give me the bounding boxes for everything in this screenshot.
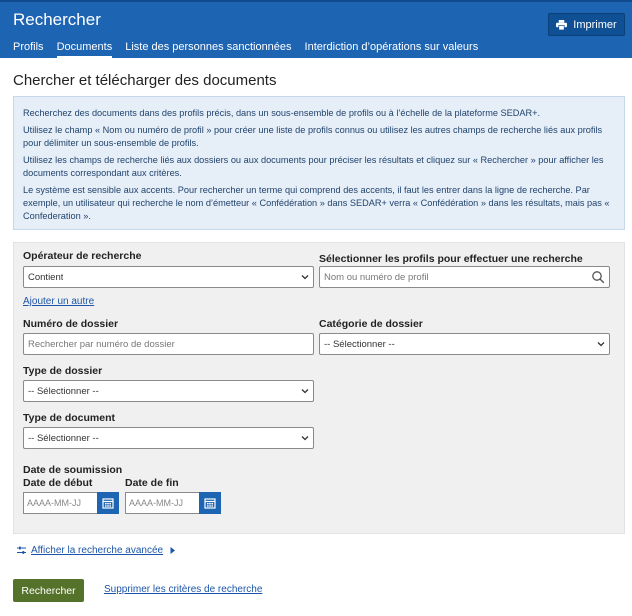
caret-right-icon <box>168 546 177 555</box>
tab-profils[interactable]: Profils <box>13 41 44 53</box>
clear-criteria-link[interactable]: Supprimer les critères de recherche <box>104 584 263 595</box>
dossier-number-placeholder: Rechercher par numéro de dossier <box>28 338 175 350</box>
document-type-label: Type de document <box>23 412 115 424</box>
end-date-calendar-button[interactable] <box>199 492 221 514</box>
dossier-type-label: Type de dossier <box>23 365 103 377</box>
profile-search-placeholder: Nom ou numéro de profil <box>324 271 429 283</box>
dossier-category-select[interactable] <box>319 333 610 355</box>
tab-documents[interactable]: Documents <box>57 41 113 59</box>
search-button[interactable]: Rechercher <box>13 579 84 602</box>
print-button-label: Imprimer <box>573 18 617 31</box>
top-header <box>0 0 632 58</box>
sliders-icon <box>17 546 26 555</box>
chevron-down-icon <box>597 341 605 347</box>
operator-value: Contient <box>28 271 64 283</box>
profiles-label: Sélectionner les profils pour effectuer une recherche <box>319 253 583 265</box>
document-type-select[interactable] <box>23 427 314 449</box>
operator-select[interactable] <box>23 266 314 288</box>
chevron-down-icon <box>301 435 309 441</box>
calendar-icon <box>204 497 216 509</box>
end-date-label: Date de fin <box>125 477 179 489</box>
chevron-down-icon <box>301 274 309 280</box>
printer-icon <box>556 20 567 30</box>
start-date-picker <box>23 492 119 514</box>
end-date-picker <box>125 492 221 514</box>
dossier-type-select[interactable] <box>23 380 314 402</box>
dossier-type-value: -- Sélectionner -- <box>28 385 99 397</box>
profile-search-input[interactable] <box>319 266 610 288</box>
search-icon[interactable] <box>591 270 605 284</box>
info-paragraph: Le système est sensible aux accents. Pour rechercher un terme qui comprend des accents, il faut les entrer dans la ligne de recherche. Par exemple, un utilisateur qui recherche le nom d’émetteur « Confédération » dans SEDAR+ verra « Confédération » dans les résultats, mais pas « Confederation ». <box>23 185 610 221</box>
add-another-link[interactable]: Ajouter un autre <box>23 296 95 307</box>
dossier-category-value: -- Sélectionner -- <box>324 338 395 350</box>
dossier-number-label: Numéro de dossier <box>23 318 119 330</box>
info-box <box>13 96 625 230</box>
start-date-input[interactable]: AAAA-MM-JJ <box>23 492 97 514</box>
page-title: Chercher et télécharger des documents <box>13 72 277 89</box>
chevron-down-icon <box>301 388 309 394</box>
advanced-search-label: Afficher la recherche avancée <box>31 545 164 556</box>
dossier-number-input[interactable] <box>23 333 314 355</box>
operator-label: Opérateur de recherche <box>23 250 142 262</box>
nav-tabs <box>13 41 478 59</box>
start-date-label: Date de début <box>23 477 93 489</box>
info-paragraph: Utilisez les champs de recherche liés aux dossiers ou aux documents pour préciser les résultats et cliquez sur « Rechercher » pour afficher les documents correspondant aux critères. <box>23 155 604 178</box>
end-date-input[interactable]: AAAA-MM-JJ <box>125 492 199 514</box>
print-button[interactable] <box>548 13 625 36</box>
start-date-calendar-button[interactable] <box>97 492 119 514</box>
tab-cease-trade-orders[interactable]: Interdiction d’opérations sur valeurs <box>304 41 479 53</box>
calendar-icon <box>102 497 114 509</box>
info-paragraph: Recherchez des documents dans des profils précis, dans un sous-ensemble de profils ou à l’échelle de la plateforme SEDAR+. <box>23 108 541 118</box>
document-type-value: -- Sélectionner -- <box>28 432 99 444</box>
advanced-search-toggle[interactable] <box>17 545 177 556</box>
tab-sanctioned-persons[interactable]: Liste des personnes sanctionnées <box>125 41 292 53</box>
submission-date-label: Date de soumission <box>23 464 123 476</box>
info-paragraph: Utilisez le champ « Nom ou numéro de profil » pour créer une liste de profils connus ou utilisez les autres champs de recherche liés aux profils pour délimiter un sous-ensemble de profils. <box>23 125 603 148</box>
app-title: Rechercher <box>13 10 101 29</box>
dossier-category-label: Catégorie de dossier <box>319 318 423 330</box>
